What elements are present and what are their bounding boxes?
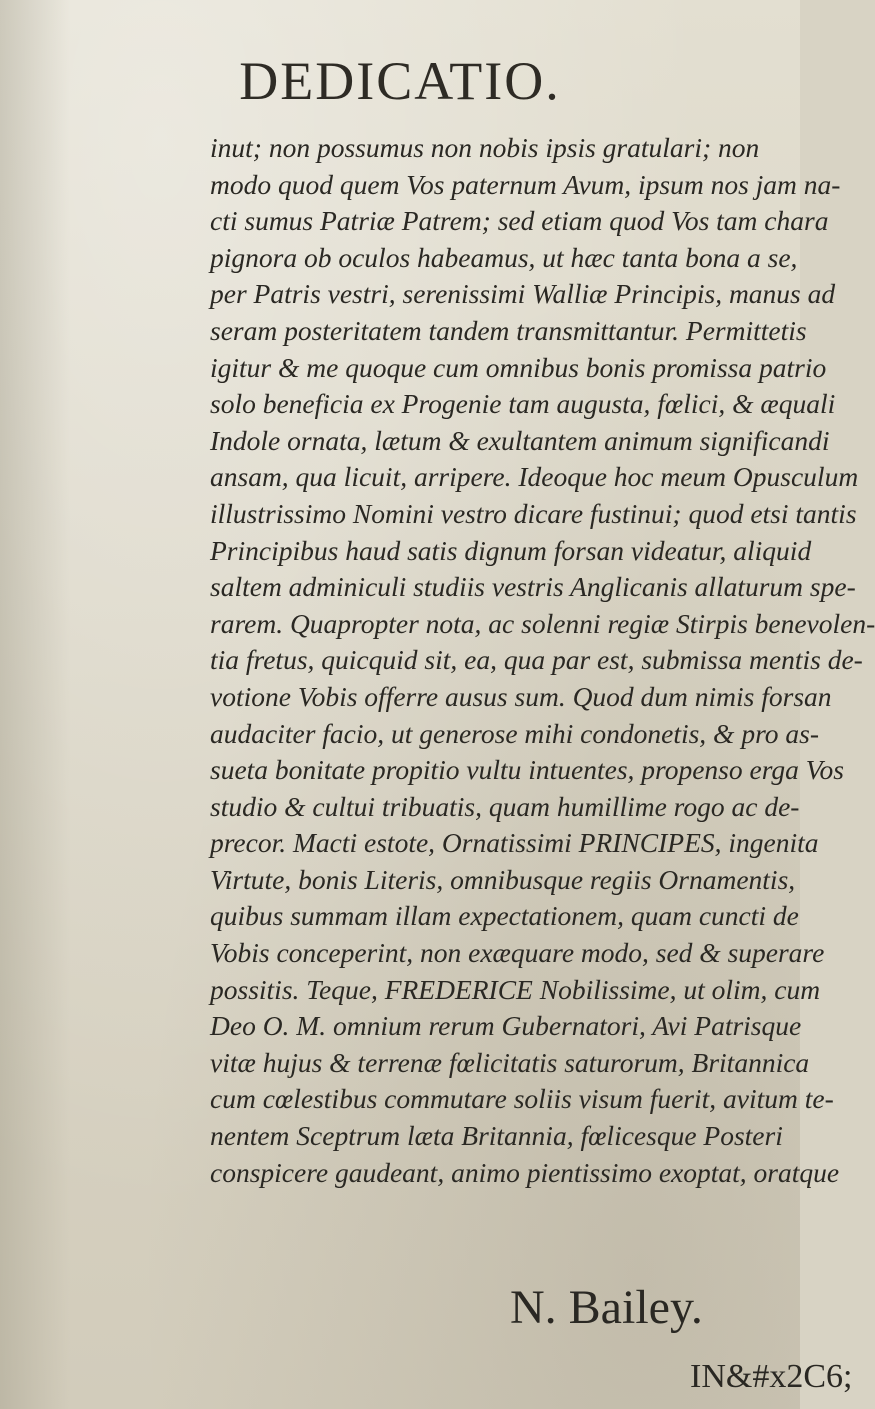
text-line: nentem Sceptrum læta Britannia, fœlicesque Posteri	[210, 1120, 783, 1152]
text-line: votione Vobis offerre ausus sum. Quod dum nimis forsan	[210, 680, 832, 712]
page-gutter-shadow	[0, 0, 70, 1409]
text-line: inut; non possumus non nobis ipsis gratulari; non	[210, 132, 760, 163]
text-line: quibus summam illam expectationem, quam cuncti de	[210, 900, 799, 932]
text-line: Deo O. M. omnium rerum Gubernatori, Avi Patrisque	[210, 1010, 802, 1042]
text-line: studio & cultui tribuatis, quam humillime rogo ac de-	[210, 790, 800, 822]
text-line: precor. Macti estote, Ornatissimi PRINCIPES, ingenita	[210, 827, 819, 859]
text-line: pignora ob oculos habeamus, ut hæc tanta bona a se,	[210, 241, 798, 273]
text-line: modo quod quem Vos paternum Avum, ipsum nos jam na-	[210, 168, 841, 200]
text-line: Principibus haud satis dignum forsan videatur, aliquid	[210, 534, 812, 566]
text-line: Virtute, bonis Literis, omnibusque regiis Ornamentis,	[210, 863, 796, 895]
text-line: audaciter facio, ut generose mihi condonetis, & pro as-	[210, 717, 819, 749]
text-line: Vobis conceperint, non exæquare modo, sed & superare	[210, 937, 825, 969]
text-line: conspicere gaudeant, animo pientissimo exoptat, oratque	[210, 1156, 840, 1188]
text-line: cti sumus Patriæ Patrem; sed etiam quod Vos tam chara	[210, 205, 829, 237]
text-line: per Patris vestri, serenissimi Walliæ Principis, manus ad	[210, 278, 836, 310]
text-line: saltem adminiculi studiis vestris Anglicanis allaturum spe-	[210, 571, 856, 603]
text-line: igitur & me quoque cum omnibus bonis promissa patrio	[210, 351, 827, 383]
text-line: illustrissimo Nomini vestro dicare fustinui; quod etsi tantis	[210, 497, 857, 529]
dedication-body	[210, 130, 875, 1191]
text-line: tia fretus, quicquid sit, ea, qua par est, submissa mentis de-	[210, 644, 863, 676]
text-line: Indole ornata, lætum & exultantem animum significandi	[210, 424, 830, 456]
text-line: ansam, qua licuit, arripere. Ideoque hoc meum Opusculum	[210, 461, 859, 493]
catchword: IN&#x2C6;	[690, 1358, 853, 1395]
text-line: vitæ hujus & terrenæ fœlicitatis saturorum, Britannica	[210, 1046, 810, 1078]
text-line: solo beneficia ex Progenie tam augusta, fœlici, & æquali	[210, 388, 836, 420]
text-line: sueta bonitate propitio vultu intuentes, propenso erga Vos	[210, 754, 844, 786]
text-line: seram posteritatem tandem transmittantur. Permittetis	[210, 314, 807, 346]
page-heading: DEDICATIO.	[239, 51, 561, 111]
text-line: cum cœlestibus commutare soliis visum fuerit, avitum te-	[210, 1083, 834, 1115]
text-line: rarem. Quapropter nota, ac solenni regiæ Stirpis benevolen-	[210, 607, 875, 639]
text-line: possitis. Teque, FREDERICE Nobilissime, ut olim, cum	[210, 973, 821, 1005]
signature: N. Bailey.	[510, 1281, 703, 1334]
